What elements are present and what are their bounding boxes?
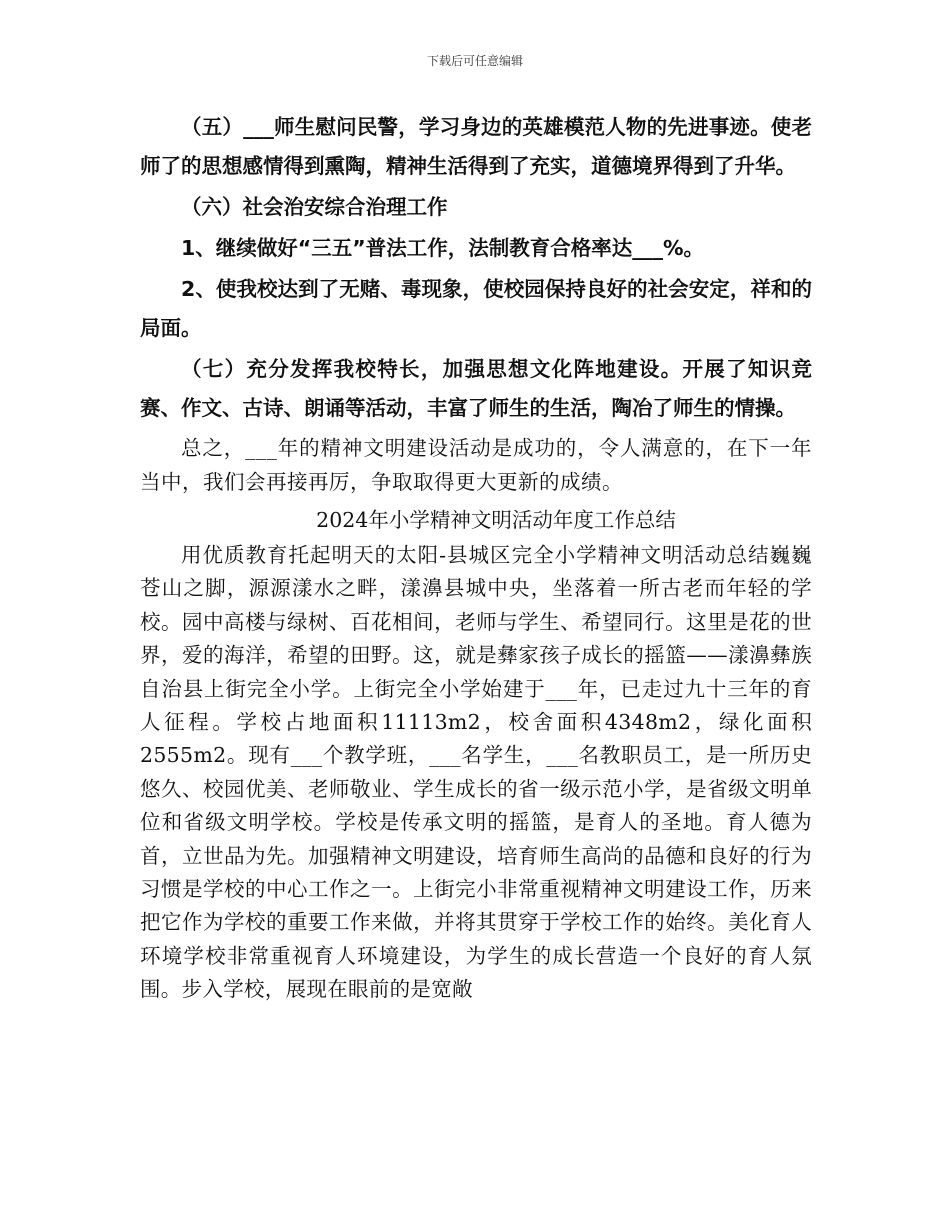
paragraph-section-5: （五）___师生慰问民警，学习身边的英雄模范人物的先进事迹。使老师了的思想感情得到熏陶，精神生活得到了充实，道德境界得到了升华。 xyxy=(140,115,812,178)
section-title: 2024年小学精神文明活动年度工作总结 xyxy=(316,508,676,532)
paragraph-section-2-body: 用优质教育托起明天的太阳-县城区完全小学精神文明活动总结巍巍苍山之脚，源源漾水之畔，漾濞县城中央，坐落着一所古老而年轻的学校。园中高楼与绿树、百花相间，老师与学生、希望同行。这里是花的世界，爱的海洋，希望的田野。这，就是彝家孩子成长的摇篮——漾濞彝族自治县上街完全小学。上街完全小学始建于___年，已走过九十三年的育人征程。学校占地面积11113m2，校舍面积4348m2，绿化面积2555m2。现有___个教学班，___名学生，___名教职员工，是一所历史悠久、校园优美、老师敬业、学生成长的省一级示范小学，是省级文明单位和省级文明学校。学校是传承文明的摇篮，是育人的圣地。育人德为首，立世品为先。加强精神文明建设，培育师生高尚的品德和良好的行为习惯是学校的中心工作之一。上街完小非常重视精神文明建设工作，历来把它作为学校的重要工作来做，并将其贯穿于学校工作的始终。美化育人环境学校非常重视育人环境建设，为学生的成长营造一个良好的育人氛围。步入学校，展现在眼前的是宽敞 xyxy=(140,543,812,1002)
paragraph-section-7: （七）充分发挥我校特长，加强思想文化阵地建设。开展了知识竞赛、作文、古诗、朗诵等活动，丰富了师生的生活，陶冶了师生的情操。 xyxy=(140,357,812,420)
heading-section-6: （六）社会治安综合治理工作 xyxy=(181,195,448,219)
document-body xyxy=(140,108,812,1007)
paragraph-summary: 总之，___年的精神文明建设活动是成功的，令人满意的，在下一年当中，我们会再接再厉，争取取得更大更新的成绩。 xyxy=(140,436,812,494)
paragraph-section-6-item-2: 2、使我校达到了无赌、毒现象，使校园保持良好的社会安定，祥和的局面。 xyxy=(140,277,812,340)
page-header: 下载后可任意编辑 xyxy=(426,54,523,68)
paragraph-section-6-item-1: 1、继续做好“三五”普法工作，法制教育合格率达___%。 xyxy=(181,236,704,260)
